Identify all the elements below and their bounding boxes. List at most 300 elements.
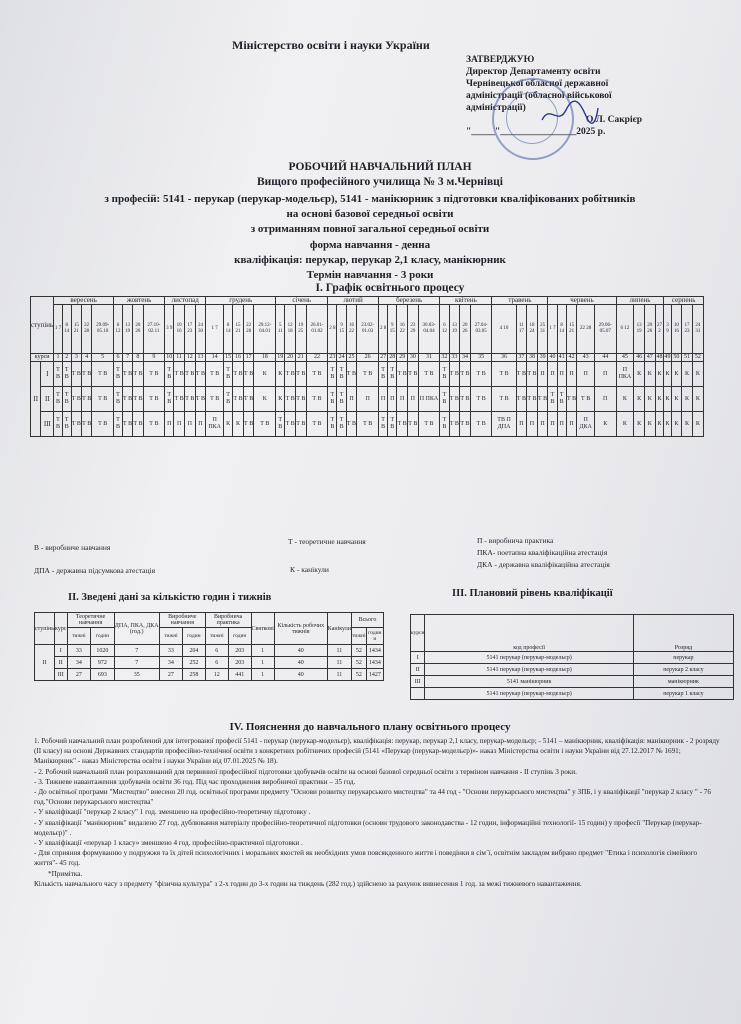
schedule-cell: П	[165, 412, 174, 437]
schedule-cell: Т В	[388, 362, 397, 387]
schedule-cell: П	[548, 362, 557, 387]
week-number-cell: 29	[397, 354, 408, 362]
day-range-cell: 16 22	[397, 305, 408, 354]
week-number-cell: 4	[82, 354, 92, 362]
schedule-title: I. Графік освітнього процесу	[315, 282, 465, 294]
summary-row	[35, 669, 384, 681]
day-range-cell: 29.09-05.10	[92, 305, 114, 354]
day-range-cell: 8 14	[224, 305, 233, 354]
schedule-cell: Т В	[418, 412, 440, 437]
month-cell: жовтень	[114, 297, 165, 305]
day-range-cell: 16 22	[346, 305, 357, 354]
ministry-title: Міністерство освіти і науки України	[232, 38, 430, 52]
week-number-cell: 42	[566, 354, 577, 362]
qual-course: І	[411, 652, 425, 664]
qual-rank: перукар	[633, 652, 733, 664]
schedule-cell: Т В	[470, 362, 492, 387]
schedule-cell: Т В	[206, 362, 224, 387]
schedule-cell: Т В	[306, 362, 328, 387]
summary-cell: 6	[205, 657, 228, 669]
schedule-cell: Т В	[71, 362, 81, 387]
schedule-cell: Т В	[184, 362, 195, 387]
summary-header-stage: ступінь	[35, 613, 55, 645]
qual-rank: манікюрник	[633, 676, 733, 688]
summary-cell: 7	[114, 645, 159, 657]
explanation-p8: - Для сприяння формуванню у подружжя та їх дітей психологічних і моральних якостей як необхідних умов повсякденного життя і поведінки в сім`ї, освітнім закладом вибрано предмет "Етика і психологія сімейного життя"- 45 год.	[34, 849, 698, 868]
schedule-cell: К	[664, 387, 671, 412]
day-range-cell: 25 31	[537, 305, 548, 354]
week-number-cell: 10	[166, 354, 173, 360]
summary-cell: 1	[251, 657, 274, 669]
summary-cell: 1427	[366, 669, 383, 681]
day-range-cell: 1 7	[54, 305, 63, 354]
day-range-cell: 29.12-04.01	[254, 305, 276, 354]
schedule-cell: П	[184, 412, 195, 437]
schedule-cell: Т В	[346, 412, 357, 437]
summary-row	[35, 645, 384, 657]
summary-cell: 34	[67, 657, 91, 669]
schedule-cell: П	[566, 362, 577, 387]
schedule-cell: Т В	[174, 362, 185, 387]
qualification-header-row	[411, 615, 734, 652]
week-number-cell: 22	[306, 354, 328, 362]
day-range-cell: 1 7	[548, 305, 557, 354]
week-number-cell: 31	[418, 354, 440, 362]
week-number-cell: 26	[357, 354, 379, 362]
plan-title-block	[150, 160, 610, 190]
schedule-cell: К	[616, 412, 634, 437]
qualification-row	[411, 688, 734, 700]
summary-cell: 11	[327, 669, 351, 681]
schedule-cell: Т В	[276, 412, 285, 437]
summary-cell: 52	[352, 657, 367, 669]
schedule-cell: К	[692, 387, 703, 412]
week-number-cell: 8	[133, 354, 143, 362]
schedule-cell: Т В	[254, 412, 276, 437]
summary-cell: 1	[251, 645, 274, 657]
day-range-cell: 24 30	[195, 305, 206, 354]
day-range-cell: 9 15	[337, 305, 346, 354]
schedule-cell: Т В	[133, 362, 143, 387]
schedule-cell: Т В	[440, 387, 449, 412]
summary-header-vn: Виробниче навчання	[159, 613, 205, 628]
day-range-cell: 29.06-05.07	[594, 305, 616, 354]
qualification-title: III. Плановий рівень кваліфікації	[452, 588, 613, 599]
schedule-cell: Т В	[295, 387, 306, 412]
schedule-cell: П	[397, 387, 408, 412]
week-number-cell: 30	[408, 354, 419, 362]
day-range-cell: 26.01-01.02	[306, 305, 328, 354]
schedule-cell: К	[233, 412, 244, 437]
month-cell: січень	[276, 297, 328, 305]
schedule-course-row	[31, 362, 704, 387]
schedule-cell: Т В	[397, 412, 408, 437]
explanations-block	[34, 736, 722, 889]
week-number-cell: 14	[206, 354, 224, 362]
qualification-row	[411, 676, 734, 688]
week-number-cell: 7	[122, 354, 132, 362]
week-number-cell: 3	[71, 354, 81, 362]
approval-title: ЗАТВЕРДЖУЮ	[466, 55, 535, 65]
schedule-cell: Т В	[379, 362, 388, 387]
schedule-cell: Т В	[337, 362, 346, 387]
schedule-cell: К	[692, 362, 703, 387]
day-range-cell: 24 31	[692, 305, 703, 354]
week-number-cell: 19	[277, 354, 284, 360]
summary-subheader: тижні	[159, 628, 182, 645]
summary-row	[35, 657, 384, 669]
summary-cell: 33	[159, 645, 182, 657]
legend-v: В - виробниче навчання	[34, 543, 111, 552]
schedule-cell: Т В	[537, 387, 548, 412]
summary-cell: 972	[91, 657, 114, 669]
week-number-cell: 15	[225, 354, 232, 360]
month-cell: липень	[616, 297, 664, 305]
schedule-cell: К	[671, 387, 682, 412]
explanation-p4: - До освітньої програми "Мистецтво" внесено 20 год. освітньої програми предмету "Основи розвитку перукарського мистецтва" та 44 год - "Основи перукарського мистецтва" у ЗПБ, і у кваліфікації "перукар 2 класу " - 76 год."Основи перукарського мистецтва"	[34, 788, 711, 807]
schedule-cell: К	[276, 387, 285, 412]
month-cell: квітень	[440, 297, 492, 305]
summary-table	[34, 612, 384, 681]
schedule-cell: Т В	[62, 362, 71, 387]
schedule-cell: Т В	[328, 412, 337, 437]
day-range-cell: 19 25	[295, 305, 306, 354]
day-range-cell: 3 9	[664, 305, 671, 354]
summary-cell: 1	[251, 669, 274, 681]
month-cell: березень	[379, 297, 440, 305]
legend-pka: ПКА- поетапна кваліфікаційна атестація	[477, 548, 608, 557]
schedule-cell: Т В	[114, 387, 123, 412]
schedule-cell: К	[644, 412, 655, 437]
day-range-cell: 13 19	[122, 305, 132, 354]
summary-subheader: годин и	[366, 628, 383, 645]
schedule-cell: П	[548, 412, 557, 437]
schedule-cell: Т В	[143, 412, 165, 437]
summary-cell: 27	[67, 669, 91, 681]
qual-code: 5141 перукар (перукар-модельєр)	[425, 652, 633, 664]
qual-course: ІІІ	[411, 676, 425, 688]
schedule-cell: Т В	[82, 412, 92, 437]
schedule-cell: К	[692, 412, 703, 437]
summary-subheader: тижні	[67, 628, 91, 645]
week-number-cell: 17	[243, 354, 254, 362]
qual-course: ІІ	[411, 664, 425, 676]
week-number-cell: 37	[516, 354, 527, 362]
schedule-cell: Т В	[295, 412, 306, 437]
schedule-cell: Т В	[92, 412, 114, 437]
summary-cell: 35	[114, 669, 159, 681]
schedule-cell: К	[254, 362, 276, 387]
explanation-p2: - 2. Робочий навчальний план розраховнаний для первинної професійної підготовки здобувачів освіти на основі базової середньої освіти з терміном навчання - ІІ ступінь 3 роки.	[34, 767, 577, 776]
summary-subheader: годин	[182, 628, 205, 645]
schedule-cell: Т В	[408, 412, 419, 437]
summary-cell: 12	[205, 669, 228, 681]
schedule-cell: Т В	[566, 387, 577, 412]
week-number-cell: 40	[549, 354, 556, 360]
day-range-cell: 27 2	[655, 305, 664, 354]
day-range-cell: 22 28	[243, 305, 254, 354]
summary-cell: ІІІ	[55, 669, 68, 681]
week-number-cell: 39	[537, 354, 548, 362]
week-number-cell: 50	[671, 354, 682, 362]
day-range-cell: 15 21	[566, 305, 577, 354]
education-form: форма навчання - денна	[309, 238, 431, 251]
schedule-cell: П ДКА	[577, 412, 594, 437]
schedule-cell: Т В	[165, 362, 174, 387]
legend-dka: ДКА - державна кваліфікаційна атестація	[477, 560, 610, 569]
month-cell: серпень	[664, 297, 704, 305]
schedule-cell: Т В	[195, 362, 206, 387]
schedule-cell: Т В	[122, 387, 132, 412]
approval-line-1: Директор Департаменту освіти	[466, 67, 601, 77]
schedule-cell: Т В	[346, 362, 357, 387]
explanation-p1: 1. Робочий навчальний план розроблений для інтегрованої професії 5141 - перукар (перукар-модельєр), кваліфікація: перукар, перукар 2,1 класу, перукар-модельєр; - 5141 – манікюрник, кваліфікація: манікюрник - 2 розряду (ІІ класу) на основі Державних стандартів професійно-технічної освіти з конкретних робітничих професій (5141 «Перукар (перукар-модельєр)»- наказ Міністерства освіти і науки України від 27.12.2017 № 1691; Манікюрник" - наказ Міністерства освіти і науки України від 07.01.2025 № 18).	[34, 737, 720, 766]
schedule-cell: К	[616, 387, 634, 412]
schedule-month-row	[31, 297, 704, 305]
summary-header-weeks-count: Кількість робочих тижнів	[274, 613, 327, 645]
summary-header-theory: Теоретичне навчання	[67, 613, 114, 628]
schedule-cell: Т В	[379, 412, 388, 437]
summary-cell: 27	[159, 669, 182, 681]
schedule-cell: Т В	[243, 412, 254, 437]
summary-stage: ІІ	[35, 645, 55, 681]
week-number-cell: 18	[254, 354, 276, 362]
summary-cell: 6	[205, 645, 228, 657]
week-number-cell: 35	[470, 354, 492, 362]
schedule-cell: Т В	[82, 387, 92, 412]
schedule-cell: Т В	[184, 387, 195, 412]
qual-header-rank: Розряд	[633, 615, 733, 652]
schedule-cell: К	[644, 387, 655, 412]
schedule-cell: Т В	[224, 362, 233, 387]
month-cell: грудень	[206, 297, 276, 305]
legend-k: К - канікули	[290, 565, 329, 574]
schedule-cell: Т В	[143, 387, 165, 412]
schedule-cell: Т В	[449, 362, 460, 387]
qual-code: 5141 перукар (перукар-модельєр)	[425, 664, 633, 676]
summary-subheader: тижні	[352, 628, 367, 645]
week-number-cell: 48	[656, 354, 663, 360]
summary-header-course: курс	[55, 613, 68, 645]
plan-title: РОБОЧИЙ НАВЧАЛЬНИЙ ПЛАН	[288, 161, 472, 173]
course-cell: І	[41, 362, 54, 387]
explanation-note-label: *Примітка.	[48, 869, 83, 878]
qual-rank: перукар 2 класу	[633, 664, 733, 676]
week-number-cell: 49	[664, 354, 671, 360]
week-number-cell: 23	[329, 354, 336, 360]
explanation-p5: - У кваліфікації "перукар 2 класу" 1 год. зменшено на професійно-теоретичну підготовку .	[34, 808, 311, 817]
explanation-p10: Кількість навчального часу з предмету "фізична культура" з 2-х годин до 3-х годин на тиждень (282 год.) здійснено за рахунок вивнесення 1 год. за межі тижневого навантаження.	[34, 879, 582, 888]
week-number-cell: 27	[380, 354, 387, 360]
schedule-cell: Т В	[548, 387, 557, 412]
explanation-p6: - У кваліфікації "манікюрник" видалено 27 год. дублювання матеріалу професійно-теоретичної підготовки (основи трудового законодавства - 12 годин, інформаційні технології- 15 годин) у професії "Перукар (перукар-модельєр)" .	[34, 818, 702, 837]
schedule-cell: Т В	[418, 362, 440, 387]
schedule-cell: Т В	[460, 387, 471, 412]
day-range-cell: 20 26	[133, 305, 143, 354]
approval-date: "_____"________________2025 р.	[466, 127, 606, 137]
week-number-cell: 16	[233, 354, 244, 362]
day-range-cell: 10 16	[671, 305, 682, 354]
day-range-cell: 8 14	[62, 305, 71, 354]
schedule-cell: ТВ П ДПА	[492, 412, 516, 437]
week-number-cell: 41	[558, 354, 565, 360]
approval-signer: О.Л. Сакрієр	[586, 115, 642, 125]
schedule-cell: Т В	[577, 387, 594, 412]
summary-subheader: тижні	[205, 628, 228, 645]
day-range-cell: 27.10-02.11	[143, 305, 165, 354]
school-name: Вищого професійного училища № 3 м.Чернівці	[257, 176, 503, 189]
schedule-cell: К	[224, 412, 233, 437]
schedule-cell: Т В	[449, 387, 460, 412]
schedule-cell: Т В	[54, 387, 63, 412]
day-range-cell: 23 29	[408, 305, 419, 354]
schedule-cell: Т В	[114, 362, 123, 387]
week-number-cell: 43	[577, 354, 594, 362]
schedule-cell: Т В	[122, 412, 132, 437]
schedule-cell: Т В	[82, 362, 92, 387]
day-range-cell: 18 24	[527, 305, 538, 354]
summary-cell: 40	[274, 657, 327, 669]
schedule-cell: К	[682, 362, 693, 387]
signature-mark	[540, 100, 600, 128]
week-number-cell: 33	[449, 354, 460, 362]
summary-cell: 40	[274, 669, 327, 681]
week-number-cell: 44	[594, 354, 616, 362]
schedule-cell: Т В	[527, 387, 538, 412]
schedule-cell: Т В	[165, 387, 174, 412]
summary-cell: ІІ	[55, 657, 68, 669]
schedule-cell: П ПКА	[206, 412, 224, 437]
month-cell: листопад	[165, 297, 206, 305]
schedule-cell: Т В	[460, 362, 471, 387]
day-range-cell: 15 21	[71, 305, 81, 354]
plan-subtitle-block	[20, 192, 720, 283]
schedule-cell: Т В	[337, 387, 346, 412]
week-number-cell: 5	[92, 354, 114, 362]
summary-header-vacation: Канікули	[327, 613, 351, 645]
schedule-cell: П	[195, 412, 206, 437]
approval-line-4: адміністрації)	[466, 103, 526, 113]
schedule-cell: П	[577, 362, 594, 387]
schedule-cell: Т В	[516, 362, 527, 387]
schedule-cell: П	[379, 387, 388, 412]
summary-cell: 52	[352, 645, 367, 657]
schedule-cell: Т В	[224, 387, 233, 412]
week-number-cell: 38	[527, 354, 538, 362]
day-range-cell: 2 8	[379, 305, 388, 354]
schedule-cell: П	[388, 387, 397, 412]
day-range-cell: 20 26	[644, 305, 655, 354]
day-range-cell: 15 21	[233, 305, 244, 354]
month-cell: вересень	[54, 297, 114, 305]
schedule-cell: П	[357, 387, 379, 412]
schedule-cell: Т В	[54, 362, 63, 387]
schedule-cell: Т В	[133, 387, 143, 412]
week-number-cell: 28	[389, 354, 396, 360]
month-cell: травень	[492, 297, 548, 305]
day-range-cell: 17 23	[184, 305, 195, 354]
schedule-cell: П ПКА	[616, 362, 634, 387]
legend-dpa: ДПА - державна підсумкова атестація	[34, 566, 156, 575]
day-range-cell: 3 9	[165, 305, 174, 354]
day-range-cell: 1 7	[206, 305, 224, 354]
schedule-cell: Т В	[328, 362, 337, 387]
qual-course	[411, 688, 425, 700]
professions-line: з професій: 5141 - перукар (перукар-модельєр), 5141 - манікюрник з підготовки кваліфікованих робітників	[104, 193, 636, 205]
schedule-cell: П	[557, 412, 566, 437]
schedule-course-row	[31, 412, 704, 437]
week-number-cell: 1	[54, 354, 63, 362]
schedule-cell: К	[634, 362, 645, 387]
schedule-cell: К	[594, 412, 616, 437]
study-duration: Термін навчання - 3 роки	[306, 269, 434, 282]
schedule-table	[30, 296, 704, 437]
schedule-cell: Т В	[492, 387, 516, 412]
day-range-cell: 13 19	[449, 305, 460, 354]
schedule-cell: Т В	[71, 412, 81, 437]
week-number-cell: 13	[195, 354, 206, 362]
day-range-cell: 9 15	[388, 305, 397, 354]
schedule-cell: Т В	[243, 362, 254, 387]
schedule-cell: Т В	[295, 362, 306, 387]
schedule-cell: Т В	[328, 387, 337, 412]
week-number-cell: 21	[295, 354, 306, 362]
week-number-cell: 32	[441, 354, 448, 360]
week-number-cell: 24	[338, 354, 345, 360]
week-number-cell: 47	[644, 354, 655, 362]
qual-code: 5141 манікюрник	[425, 676, 633, 688]
schedule-course-row	[31, 387, 704, 412]
week-number-cell: 34	[460, 354, 471, 362]
secondary-education: з отриманням повної загальної середньої освіти	[250, 223, 490, 236]
schedule-cell: П	[174, 412, 185, 437]
summary-cell: 11	[327, 657, 351, 669]
schedule-cell: Т В	[388, 412, 397, 437]
summary-header-vp: Виробнича практика	[205, 613, 251, 628]
schedule-cell: Т В	[133, 412, 143, 437]
schedule-cell: К	[634, 387, 645, 412]
day-range-cell: 10 16	[174, 305, 185, 354]
schedule-cell: П	[527, 412, 538, 437]
schedule-cell: Т В	[233, 362, 244, 387]
schedule-cell: Т В	[62, 387, 71, 412]
schedule-cell: Т В	[337, 412, 346, 437]
schedule-cell: К	[655, 387, 664, 412]
day-range-cell: 17 23	[682, 305, 693, 354]
day-range-cell: 12 18	[285, 305, 296, 354]
schedule-cell: Т В	[243, 387, 254, 412]
schedule-cell: Т В	[306, 387, 328, 412]
month-cell: червень	[548, 297, 616, 305]
week-number-cell: 46	[634, 354, 645, 362]
summary-cell: 693	[91, 669, 114, 681]
summary-cell: 11	[327, 645, 351, 657]
schedule-cell: Т В	[92, 362, 114, 387]
approval-line-3: адміністрації (обласної військової	[466, 91, 612, 101]
schedule-cell: К	[671, 412, 682, 437]
schedule-cell: П ПКА	[418, 387, 440, 412]
week-number-cell: 11	[174, 354, 185, 362]
explanations-title: IV. Пояснення до навчального плану освітнього процесу	[229, 721, 511, 733]
schedule-cell: К	[682, 387, 693, 412]
course-cell: ІІ	[41, 387, 54, 412]
summary-header-total: Всього	[352, 613, 384, 628]
schedule-cell: П	[408, 387, 419, 412]
schedule-cell: Т В	[195, 387, 206, 412]
schedule-cell: Т В	[470, 412, 492, 437]
day-range-cell: 20 26	[460, 305, 471, 354]
week-number-cell: 52	[692, 354, 703, 362]
